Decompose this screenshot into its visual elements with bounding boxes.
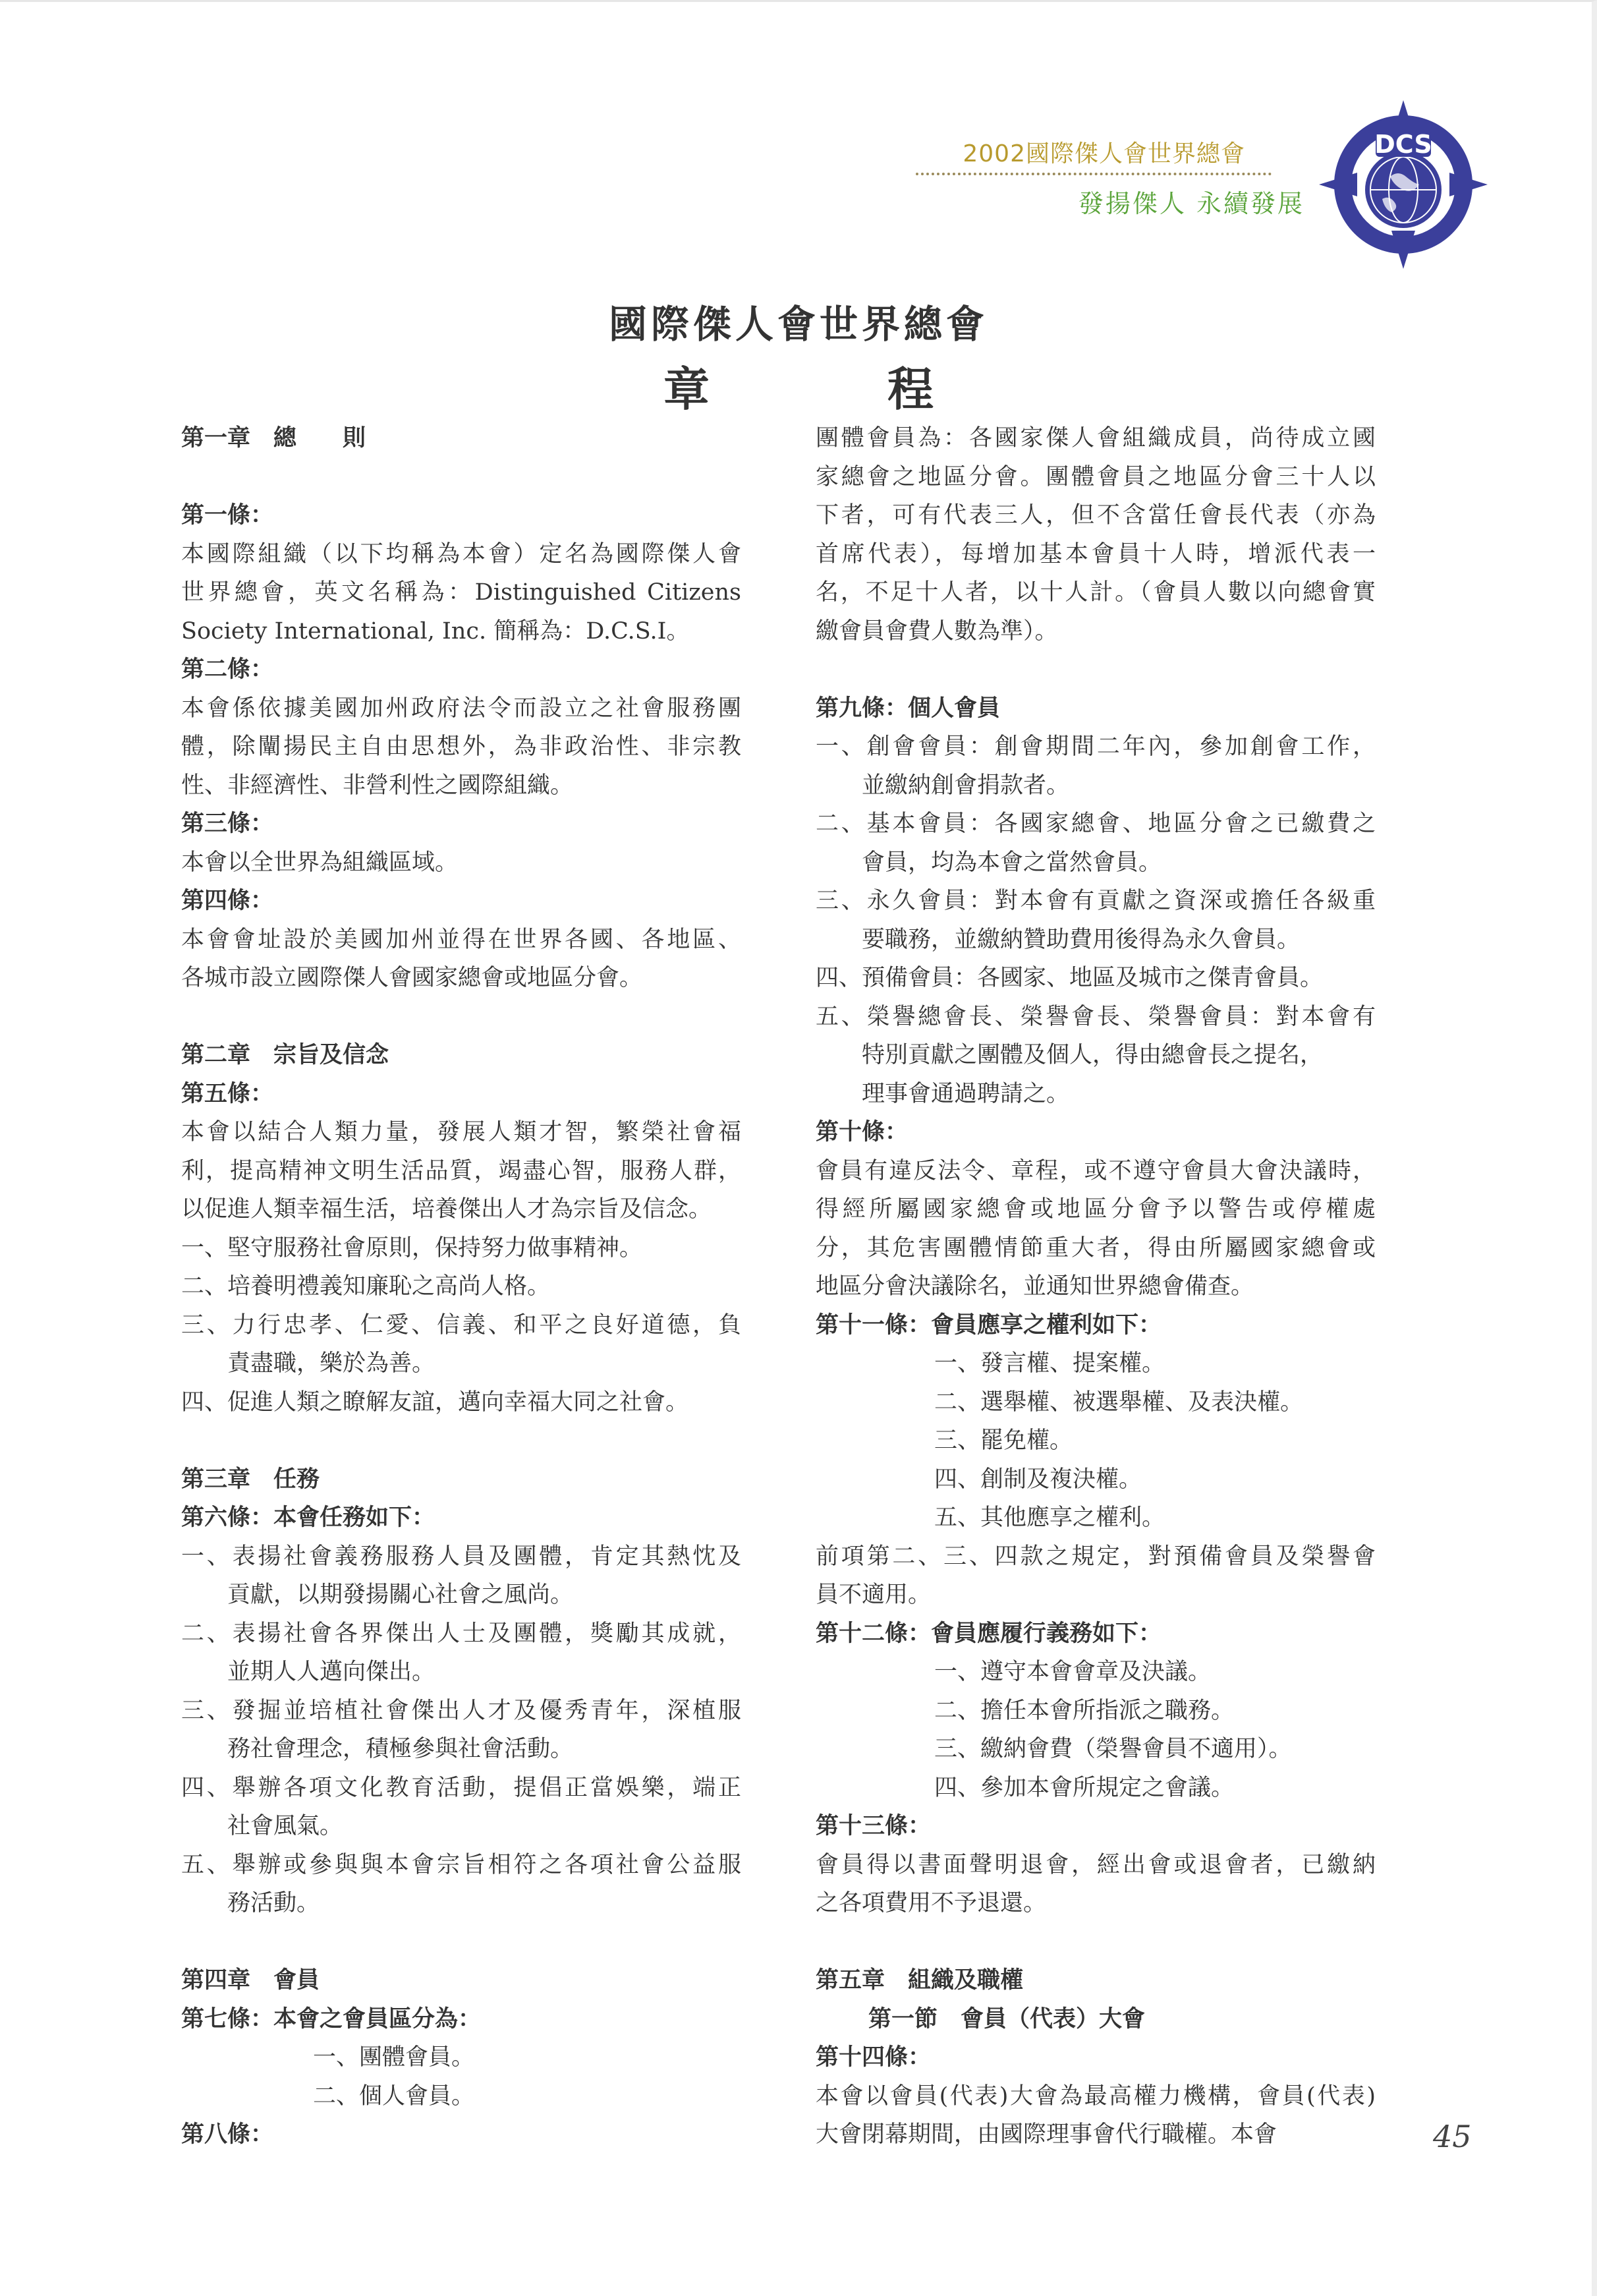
body-line: 家總會之地區分會。團體會員之地區分會三十人以 [816,463,1376,490]
list-item: 四、預備會員：各國家、地區及城市之傑青會員。 [816,965,1324,991]
body-line: 本會係依據美國加州政府法令而設立之社會服務團 [181,695,741,722]
list-item: 二、基本會員：各國家總會、地區分會之已繳費之 [816,811,1376,837]
article-heading: 第九條：個人會員 [816,694,1001,722]
list-item: 三、繳納會費（榮譽會員不適用）。 [934,1736,1292,1762]
body-line: Society International, Inc. 簡稱為：D.C.S.I。 [181,617,690,645]
list-item-continued: 理事會通過聘請之。 [862,1080,1070,1107]
list-item: 三、發掘並培植社會傑出人才及優秀青年，深植服 [181,1697,741,1724]
list-item-continued: 會員，均為本會之當然會員。 [862,849,1162,876]
body-line: 會員有違反法令、章程，或不遵守會員大會決議時， [816,1157,1376,1184]
chapter-heading: 第五章 組織及職權 [816,1966,1024,1994]
chapter-heading: 第三章 任務 [181,1465,320,1493]
body-line: 體，除闡揚民主自由思想外，為非政治性、非宗教 [181,733,741,760]
body-line: 世界總會，英文名稱為：Distinguished Citizens [181,579,741,606]
article-heading: 第七條：本會之會員區分為： [181,2005,482,2032]
list-item: 一、團體會員。 [313,2044,475,2071]
article-heading: 第八條： [181,2121,274,2148]
list-item-continued: 務活動。 [227,1890,320,1916]
list-item: 二、培養明禮義知廉恥之高尚人格。 [181,1273,551,1300]
list-item: 一、發言權、提案權。 [934,1350,1165,1377]
list-item: 一、表揚社會義務服務人員及團體，肯定其熱忱及 [181,1543,741,1570]
list-item: 一、堅守服務社會原則，保持努力做事精神。 [181,1234,643,1261]
list-item: 一、遵守本會會章及決議。 [934,1659,1212,1685]
body-line: 會員得以書面聲明退會，經出會或退會者，已繳納 [816,1851,1376,1878]
body-line: 大會閉幕期間，由國際理事會代行職權。本會 [816,2121,1277,2148]
list-item: 五、榮譽總會長、榮譽會長、榮譽會員：對本會有 [816,1003,1376,1030]
list-item: 三、力行忠孝、仁愛、信義、和平之良好道德，負 [181,1311,741,1338]
list-item: 四、創制及複決權。 [934,1466,1142,1493]
left-column [181,419,741,2154]
list-item: 二、選舉權、被選舉權、及表決權。 [934,1389,1304,1416]
chapter-heading: 第四章 會員 [181,1966,320,1994]
body-line: 性、非經濟性、非營利性之國際組織。 [181,772,574,799]
body-line: 本會以全世界為組織區域。 [181,849,459,876]
header-divider [916,173,1272,175]
body-line: 以促進人類幸福生活，培養傑出人才為宗旨及信念。 [181,1196,712,1222]
list-item-continued: 責盡職，樂於為善。 [227,1350,435,1377]
list-item: 一、創會會員：創會期間二年內，參加創會工作， [816,733,1376,760]
list-item: 三、永久會員：對本會有貢獻之資深或擔任各級重 [816,888,1376,914]
body-line: 繳會員會費人數為準）。 [816,617,1058,645]
body-line: 前項第二、三、四款之規定，對預備會員及榮譽會 [816,1543,1376,1570]
article-heading: 第二條： [181,656,274,683]
list-item: 二、個人會員。 [313,2082,475,2109]
list-item: 二、擔任本會所指派之職務。 [934,1697,1235,1724]
body-line: 地區分會決議除名，並通知世界總會備查。 [816,1273,1254,1300]
article-heading: 第十條： [816,1118,909,1145]
body-line: 本會會址設於美國加州並得在世界各國、各地區、 [181,926,741,953]
article-heading: 第十二條：會員應履行義務如下： [816,1619,1162,1647]
list-item-continued: 貢獻，以期發揚關心社會之風尚。 [227,1582,574,1608]
list-item: 五、舉辦或參與與本會宗旨相符之各項社會公益服 [181,1851,741,1878]
chapter-heading: 第一章 總 則 [181,424,366,451]
article-heading: 第十三條： [816,1812,932,1839]
body-line: 分，其危害團體情節重大者，得由所屬國家總會或 [816,1234,1376,1261]
body-line: 首席代表），每增加基本會員十人時，增派代表一 [816,540,1376,567]
dcs-logo [1318,99,1489,270]
body-line: 員不適用。 [816,1582,932,1608]
header-event-title: 2002國際傑人會世界總會 [963,140,1245,167]
article-heading: 第三條： [181,810,274,837]
document-title: 國際傑人會世界總會 [608,302,988,347]
body-line: 各城市設立國際傑人會國家總會或地區分會。 [181,965,643,991]
article-heading: 第十一條：會員應享之權利如下： [816,1311,1162,1338]
list-item-continued: 要職務，並繳納贊助費用後得為永久會員。 [862,926,1301,953]
right-column [816,419,1376,2154]
list-item: 二、表揚社會各界傑出人士及團體，獎勵其成就， [181,1620,741,1647]
article-heading: 第六條：本會任務如下： [181,1504,435,1531]
body-line: 得經所屬國家總會或地區分會予以警告或停權處 [816,1196,1376,1222]
list-item: 四、舉辦各項文化教育活動，提倡正當娛樂，端正 [181,1774,741,1801]
list-item: 四、參加本會所規定之會議。 [934,1774,1235,1801]
list-item: 四、促進人類之瞭解友誼，邁向幸福大同之社會。 [181,1389,689,1416]
article-heading: 第十四條： [816,2044,932,2071]
list-item-continued: 社會風氣。 [227,1813,343,1839]
list-item-continued: 務社會理念，積極參與社會活動。 [227,1736,574,1762]
article-heading: 第四條： [181,887,274,914]
body-line: 團體會員為：各國家傑人會組織成員，尚待成立國 [816,425,1376,451]
body-line: 本會以會員(代表)大會為最高權力機構，會員(代表) [816,2082,1376,2109]
document-subtitle: 章 程 [663,362,999,416]
list-item-continued: 特別貢獻之團體及個人，得由總會長之提名， [862,1042,1324,1068]
article-heading: 第一條： [181,502,274,529]
chapter-heading: 第二章 宗旨及信念 [181,1041,389,1068]
list-item-continued: 並繳納創會捐款者。 [862,772,1070,799]
body-line: 本會以結合人類力量，發展人類才智，繁榮社會福 [181,1119,741,1145]
body-line: 名，不足十人者，以十人計。（會員人數以向總會實 [816,579,1376,606]
page-number: 45 [1433,2119,1472,2154]
list-item: 五、其他應享之權利。 [934,1505,1165,1531]
body-line: 利，提高精神文明生活品質，竭盡心智，服務人群， [181,1157,741,1184]
logo-text: DCS [1374,130,1432,159]
body-line: 本國際組織（以下均稱為本會）定名為國際傑人會 [181,540,741,567]
list-item-continued: 並期人人邁向傑出。 [227,1659,435,1685]
body-line: 之各項費用不予退還。 [816,1890,1047,1916]
header-slogan: 發揚傑人 永續發展 [1078,189,1304,218]
body-line: 下者，可有代表三人，但不含當任會長代表（亦為 [816,502,1376,529]
article-heading: 第五條： [181,1079,274,1107]
section-heading: 第一節 會員（代表）大會 [868,2005,1146,2032]
list-item: 三、罷免權。 [934,1427,1073,1454]
